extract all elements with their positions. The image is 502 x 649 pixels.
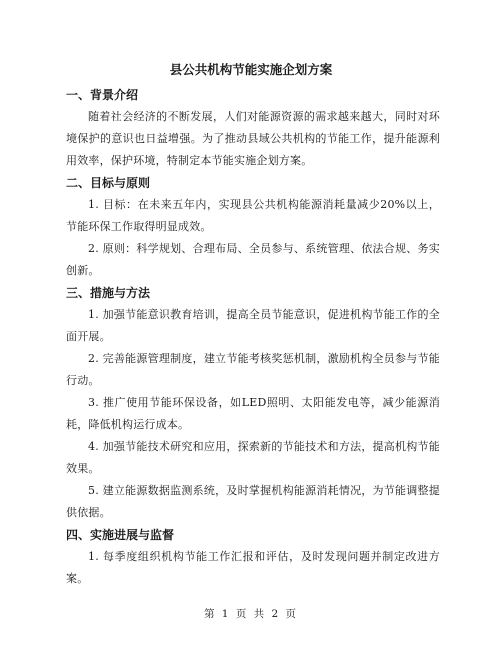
section-heading-progress: 四、实施进展与监督 — [66, 528, 175, 542]
paragraph: 2. 原则：科学规划、合理布局、全员参与、系统管理、依法合规、务实创新。 — [66, 242, 440, 277]
section-heading-goals: 二、目标与原则 — [66, 176, 151, 190]
paragraph: 3. 推广使用节能环保设备，如LED照明、太阳能发电等，减少能源消耗，降低机构运行成本。 — [66, 396, 440, 431]
document-body — [66, 84, 440, 590]
section-heading-measures: 三、措施与方法 — [66, 286, 151, 300]
document-title: 县公共机构节能实施企划方案 — [169, 62, 333, 77]
paragraph: 1. 目标：在未来五年内，实现县公共机构能源消耗量减少20%以上，节能环保工作取得明显成效。 — [66, 198, 440, 233]
paragraph: 1. 加强节能意识教育培训，提高全员节能意识，促进机构节能工作的全面开展。 — [66, 308, 440, 343]
paragraph: 4. 加强节能技术研究和应用，探索新的节能技术和方法，提高机构节能效果。 — [66, 440, 440, 475]
paragraph: 5. 建立能源数据监测系统，及时掌握机构能源消耗情况，为节能调整提供依据。 — [66, 484, 440, 519]
paragraph: 1. 每季度组织机构节能工作汇报和评估，及时发现问题并制定改进方案。 — [66, 550, 440, 585]
paragraph: 2. 完善能源管理制度，建立节能考核奖惩机制，激励机构全员参与节能行动。 — [66, 352, 440, 387]
page-footer: 第 1 页 共 2 页 — [203, 608, 299, 620]
section-heading-background: 一、背景介绍 — [66, 88, 139, 102]
paragraph: 随着社会经济的不断发展，人们对能源资源的需求越来越大，同时对环境保护的意识也日益增强。为了推动县域公共机构的节能工作，提升能源利用效率，保护环境，特制定本节能实施企划方案。 — [66, 110, 440, 167]
